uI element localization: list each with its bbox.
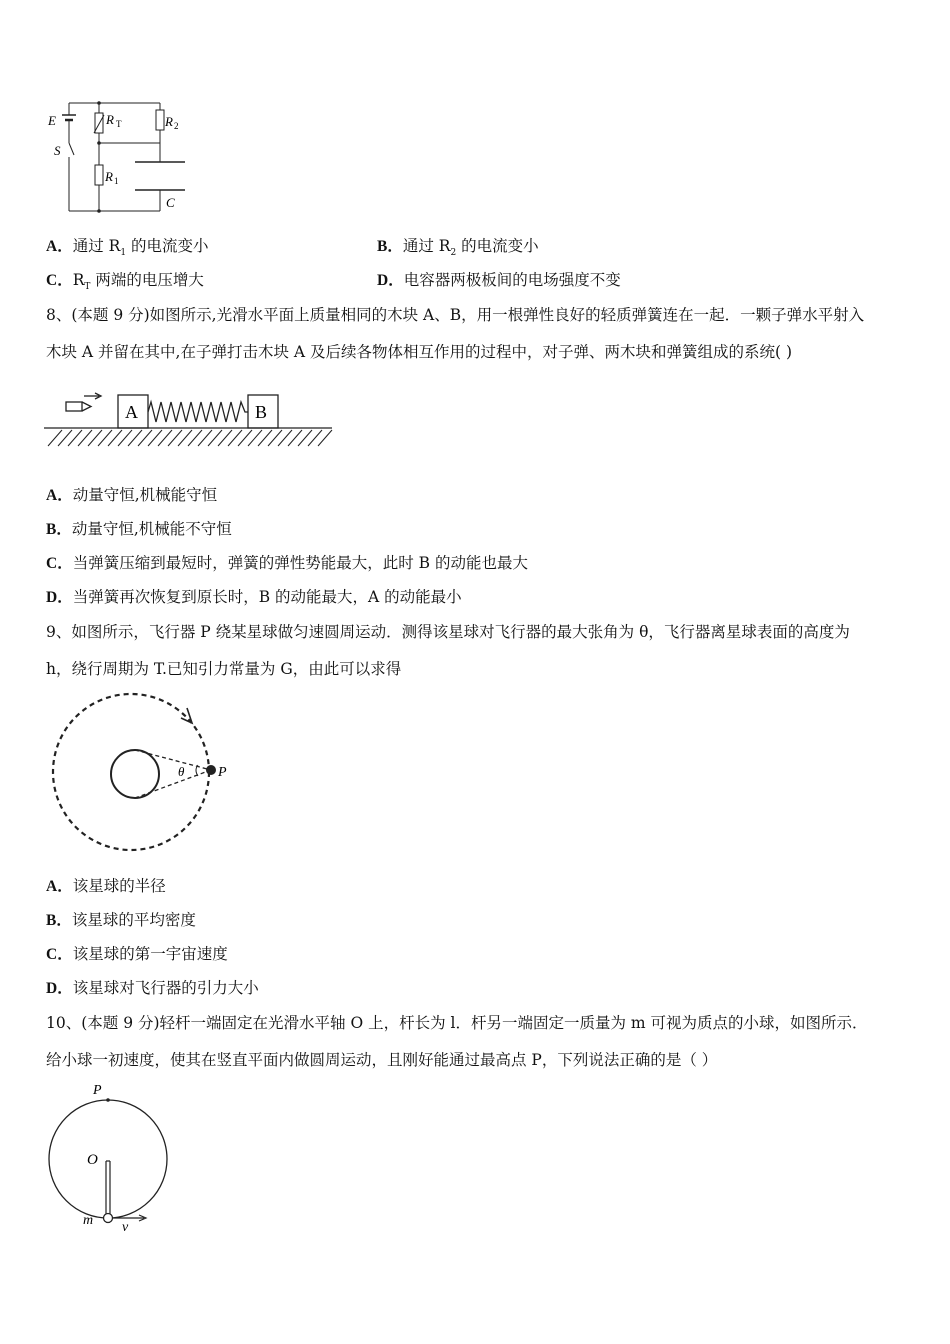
theta-label: θ [178,764,185,779]
o-label: O [87,1152,98,1168]
p-label: P [93,1083,102,1098]
orbit-diagram [46,690,246,860]
q7-option-c: C．$R_T$ 两端的电压增大 [46,271,204,293]
block-a-label: A [125,402,138,422]
label-e: E [48,113,56,128]
q10-stem-line1: 10、(本题 9 分)轻杆一端固定在光滑水平轴 O 上，杆长为 l．杆另一端固定一质量为 m 可视为质点的小球，如图所示． [46,1014,868,1032]
option-label: A． [46,487,73,504]
label-r1: R [105,169,113,184]
option-label: B． [46,521,72,538]
option-label: C． [46,555,73,572]
q8-option-b: B．动量守恒,机械能不守恒 [46,520,232,538]
block-b-label: B [255,402,268,422]
q9-stem-line2: h，绕行周期为 T.已知引力常量为 G，由此可以求得 [46,660,402,678]
q8-option-d: D．当弹簧再次恢复到原长时，B 的动能最大，A 的动能最小 [46,588,462,606]
option-label: B． [46,912,72,929]
option-label: A． [46,238,73,255]
label-rt: R [106,112,114,127]
label-r2: R [165,114,173,129]
q7-option-b: B．通过 $R_2$ 的电流变小 [377,237,539,259]
circuit-diagram [40,95,200,220]
p-label: P [218,765,227,780]
label-r2-sub: 2 [174,121,179,131]
label-s: S [54,143,61,158]
spring-blocks-diagram [44,388,334,452]
q10-stem-line2: 给小球一初速度，使其在竖直平面内做圆周运动，且刚好能通过最高点 P，下列说法正确的是（ ） [46,1051,718,1069]
q8-stem-line2: 木块 A 并留在其中,在子弹打击木块 A 及后续各物体相互作用的过程中，对子弹、两木块和弹簧组成的系统( ) [46,343,793,361]
option-label: D． [377,272,404,289]
label-r1-sub: 1 [114,176,119,186]
option-label: D． [46,980,73,997]
m-label: m [83,1213,94,1228]
option-label: C． [46,272,73,289]
q9-stem-line1: 9、如图所示，飞行器 P 绕某星球做匀速圆周运动．测得该星球对飞行器的最大张角为 θ，飞行器离星球表面的高度为 [46,623,850,641]
v-label: v [122,1220,129,1235]
q8-stem-line1: 8、(本题 9 分)如图所示,光滑水平面上质量相同的木块 A、B，用一根弹性良好的轻质弹簧连在一起．一颗子弹水平射入 [46,306,865,324]
q8-option-a: A．动量守恒,机械能守恒 [46,486,218,504]
label-rt-sub: T [116,119,122,129]
option-label: C． [46,946,73,963]
label-c: C [166,195,175,210]
option-label: A． [46,878,73,895]
rod-circle-diagram [40,1075,170,1235]
q9-option-d: D．该星球对飞行器的引力大小 [46,979,259,997]
q7-option-d: D．电容器两极板间的电场强度不变 [377,271,621,289]
q7-option-a: A．通过 $R_1$ 的电流变小 [46,237,209,259]
option-label: B． [377,238,403,255]
q9-option-c: C．该星球的第一宇宙速度 [46,945,228,963]
q9-option-a: A．该星球的半径 [46,877,166,895]
option-label: D． [46,589,73,606]
q8-option-c: C．当弹簧压缩到最短时，弹簧的弹性势能最大，此时 B 的动能也最大 [46,554,528,572]
q9-option-b: B．该星球的平均密度 [46,911,196,929]
